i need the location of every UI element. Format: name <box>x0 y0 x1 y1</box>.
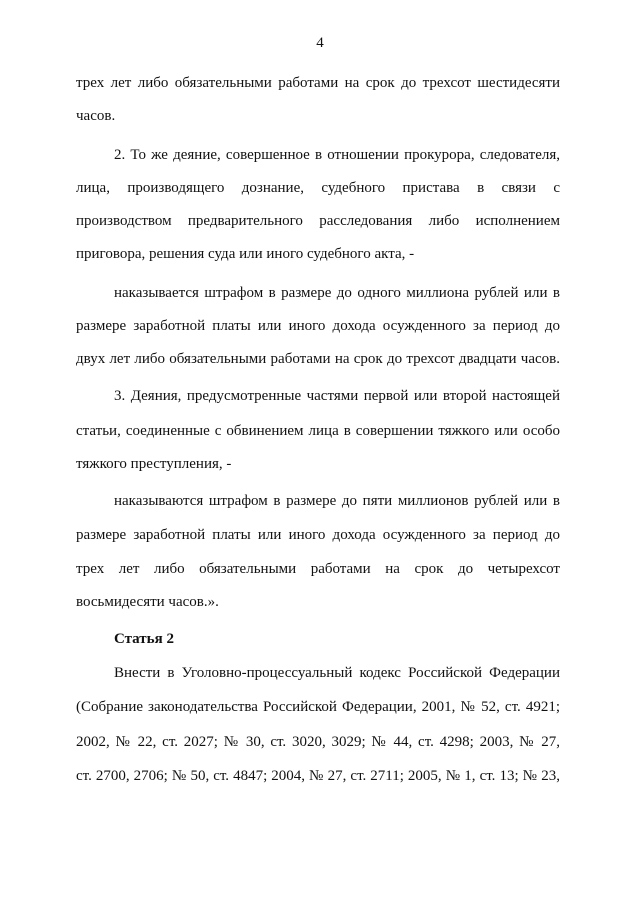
text-line: Внести в Уголовно-процессуальный кодекс Российской Федерации <box>114 665 560 681</box>
text-line: размере заработной платы или иного дохода осужденного за период до <box>76 527 560 543</box>
text-line: трех лет либо обязательными работами на срок до трехсот шестидесяти <box>76 75 560 91</box>
text-line: восьмидесяти часов.». <box>76 594 219 610</box>
text-line: трех лет либо обязательными работами на срок до четырехсот <box>76 561 560 577</box>
text-line: размере заработной платы или иного дохода осужденного за период до <box>76 318 560 334</box>
article-heading: Статья 2 <box>114 631 174 647</box>
text-line: наказываются штрафом в размере до пяти миллионов рублей или в <box>114 493 560 509</box>
text-line: 2. То же деяние, совершенное в отношении прокурора, следователя, <box>114 147 560 163</box>
text-line: двух лет либо обязательными работами на срок до трехсот двадцати часов. <box>76 351 560 367</box>
text-line: приговора, решения суда или иного судебного акта, - <box>76 246 415 262</box>
text-line: статьи, соединенные с обвинением лица в совершении тяжкого или особо <box>76 423 560 439</box>
text-line: 3. Деяния, предусмотренные частями первой или второй настоящей <box>114 388 560 404</box>
page-number: 4 <box>316 35 324 51</box>
text-line: тяжкого преступления, - <box>76 456 232 472</box>
text-line: наказывается штрафом в размере до одного миллиона рублей или в <box>114 285 560 301</box>
text-line: часов. <box>76 108 116 124</box>
text-line: ст. 2700, 2706; № 50, ст. 4847; 2004, № 27, ст. 2711; 2005, № 1, ст. 13; № 23, <box>76 768 560 784</box>
text-line: производством предварительного расследования либо исполнением <box>76 213 560 229</box>
text-line: 2002, № 22, ст. 2027; № 30, ст. 3020, 3029; № 44, ст. 4298; 2003, № 27, <box>76 734 560 750</box>
text-line: (Собрание законодательства Российской Федерации, 2001, № 52, ст. 4921; <box>76 699 560 715</box>
text-line: лица, производящего дознание, судебного пристава в связи с <box>76 180 560 196</box>
